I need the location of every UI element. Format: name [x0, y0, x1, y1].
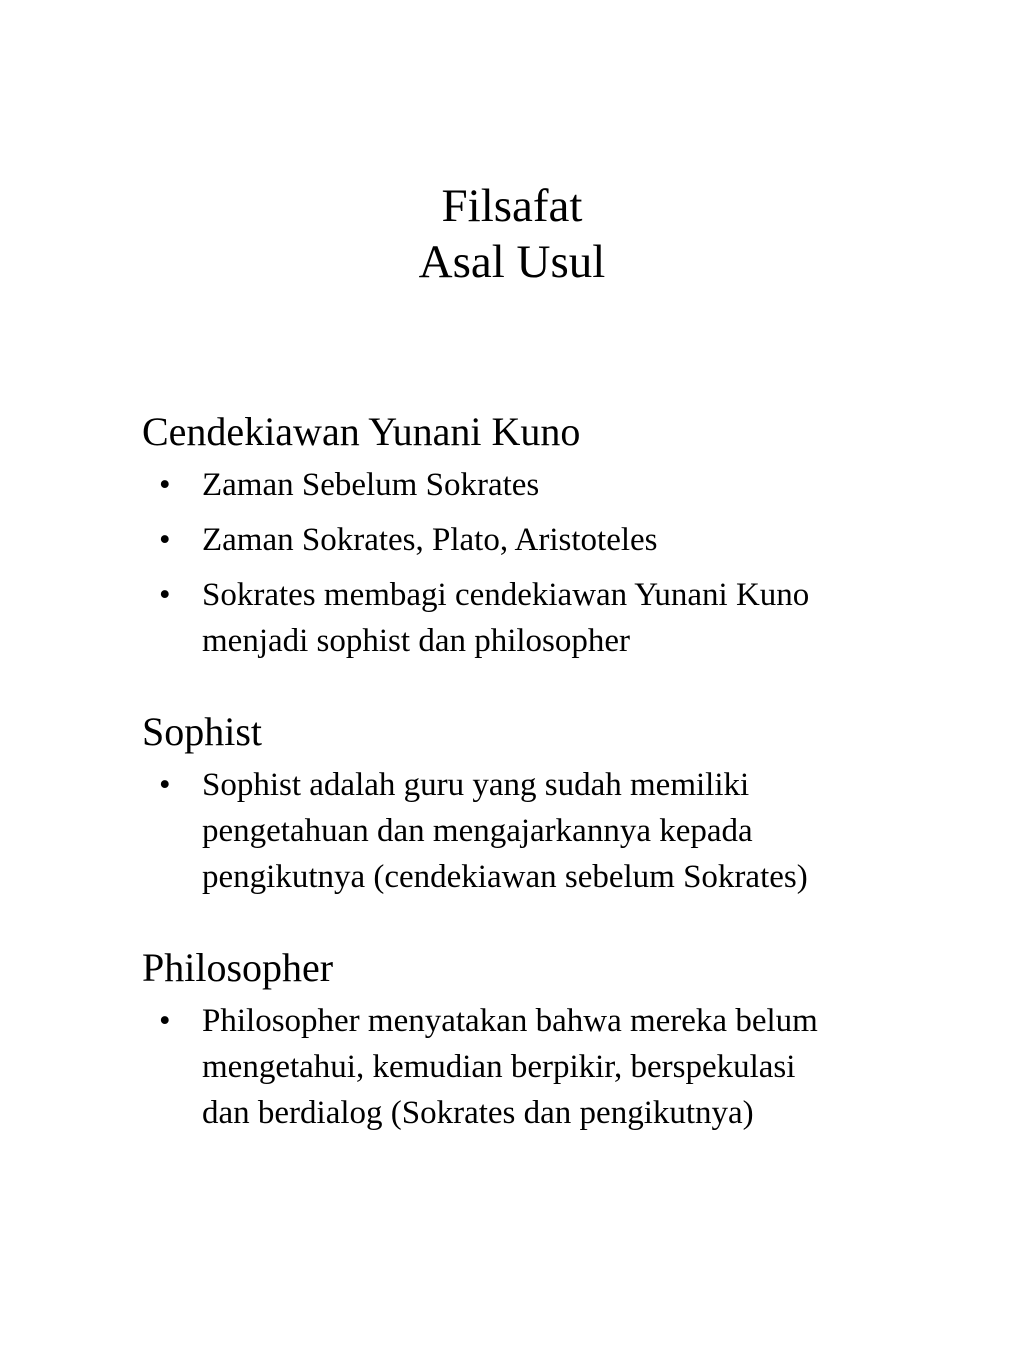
bullet-text: Sokrates membagi cendekiawan Yunani Kuno: [202, 577, 810, 613]
bullet-text: Philosopher menyatakan bahwa mereka belum: [202, 1003, 818, 1039]
bullet-text: pengetahuan dan mengajarkannya kepada: [202, 813, 753, 849]
section-philosopher: [142, 944, 962, 1136]
bullet-text: Sophist adalah guru yang sudah memiliki: [202, 767, 750, 803]
bullet-text: pengikutnya (cendekiawan sebelum Sokrates): [202, 859, 808, 895]
bullet-text: mengetahui, kemudian berpikir, berspekulasi: [202, 1049, 796, 1085]
bullet-icon: •: [159, 522, 171, 558]
bullet-text: menjadi sophist dan philosopher: [202, 623, 631, 659]
bullet-item: [142, 462, 962, 508]
section-heading: Sophist: [142, 709, 263, 754]
slide-title: [0, 178, 1024, 290]
bullet-item: [142, 998, 962, 1136]
section-heading: Cendekiawan Yunani Kuno: [142, 409, 581, 454]
bullet-icon: •: [159, 1003, 171, 1039]
bullet-icon: •: [159, 467, 171, 503]
bullet-item: [142, 572, 962, 664]
bullet-item: [142, 517, 962, 563]
bullet-list: [142, 762, 962, 900]
section-heading: Philosopher: [142, 945, 334, 990]
bullet-text: Zaman Sebelum Sokrates: [202, 467, 540, 503]
bullet-text: dan berdialog (Sokrates dan pengikutnya): [202, 1095, 754, 1131]
bullet-list: [142, 462, 962, 664]
bullet-icon: •: [159, 767, 171, 803]
title-line-2: Asal Usul: [418, 236, 606, 288]
section-sophist: [142, 708, 962, 900]
section-cendekiawan: [142, 408, 962, 664]
slide-content: [142, 408, 962, 1145]
title-line-1: Filsafat: [441, 180, 583, 232]
bullet-list: [142, 998, 962, 1136]
bullet-text: Zaman Sokrates, Plato, Aristoteles: [202, 522, 658, 558]
bullet-item: [142, 762, 962, 900]
bullet-icon: •: [159, 577, 171, 613]
